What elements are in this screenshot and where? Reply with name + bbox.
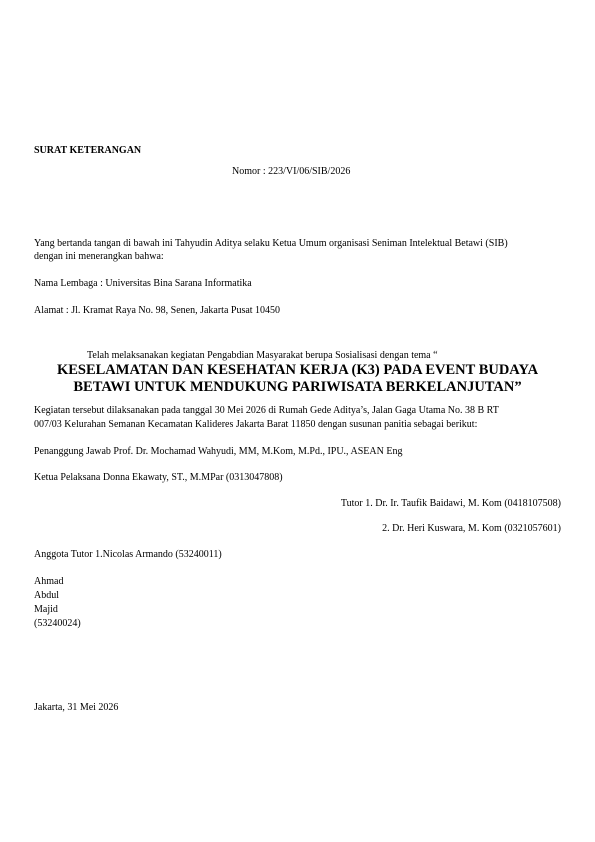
letter-title: SURAT KETERANGAN: [34, 145, 142, 156]
member-name-line: Majid: [34, 604, 58, 615]
intro-line-2: dengan ini menerangkan bahwa:: [34, 251, 164, 262]
member-name-line: Abdul: [34, 590, 59, 601]
tutor-2: 2. Dr. Heri Kuswara, M. Kom (0321057601): [382, 523, 561, 534]
member-id-line: (53240024): [34, 618, 81, 629]
intro-line-1: Yang bertanda tangan di bawah ini Tahyudin Aditya selaku Ketua Umum organisasi Seniman Intelektual Betawi (SIB): [34, 238, 508, 249]
chairperson: Ketua Pelaksana Donna Ekawaty, ST., M.MPar (0313047808): [34, 472, 283, 483]
topic-title-line-1: KESELAMATAN DAN KESEHATAN KERJA (K3) PADA EVENT BUDAYA: [56, 362, 539, 378]
letter-date: Jakarta, 31 Mei 2026: [34, 702, 119, 713]
event-details-line-2: 007/03 Kelurahan Semanan Kecamatan Kalideres Jakarta Barat 11850 dengan susunan panitia sebagai berikut:: [34, 419, 478, 430]
institution-name: Nama Lembaga : Universitas Bina Sarana Informatika: [34, 278, 252, 289]
letter-number: Nomor : 223/VI/06/SIB/2026: [232, 166, 351, 177]
institution-address: Alamat : Jl. Kramat Raya No. 98, Senen, Jakarta Pusat 10450: [34, 305, 281, 316]
tutor-1: Tutor 1. Dr. Ir. Taufik Baidawi, M. Kom (0418107508): [340, 498, 561, 509]
activity-lead: Telah melaksanakan kegiatan Pengabdian Masyarakat berupa Sosialisasi dengan tema “: [87, 350, 438, 361]
tutor-member-line: Anggota Tutor 1.Nicolas Armando (53240011): [34, 549, 222, 560]
topic-title-line-2: BETAWI UNTUK MENDUKUNG PARIWISATA BERKELANJUTAN”: [73, 379, 522, 395]
member-name-line: Ahmad: [34, 576, 64, 587]
event-details-line-1: Kegiatan tersebut dilaksanakan pada tanggal 30 Mei 2026 di Rumah Gede Aditya’s, Jalan Gaga Utama No. 38 B RT: [34, 405, 499, 416]
person-in-charge: Penanggung Jawab Prof. Dr. Mochamad Wahyudi, MM, M.Kom, M.Pd., IPU., ASEAN Eng: [34, 446, 403, 457]
